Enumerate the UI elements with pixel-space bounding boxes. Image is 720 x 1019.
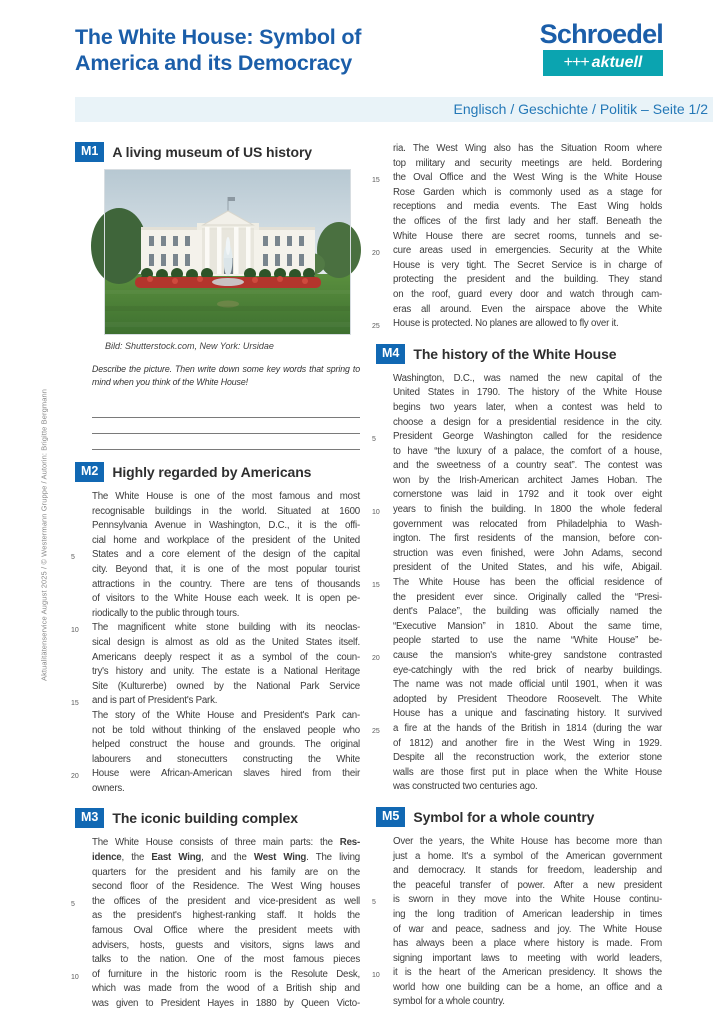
brand-tagline xyxy=(543,50,663,76)
section-heading xyxy=(382,807,662,827)
text-line: and is part of President's Park. 15 xyxy=(92,694,360,709)
text-line: the president ever since. Originally called the “Presi- xyxy=(393,591,662,603)
text-line: was given to President Hayes in 1880 by Queen Victo- xyxy=(92,998,360,1009)
line-number: 15 xyxy=(372,582,380,590)
text-line: famous Oval Office where the president meets with xyxy=(92,925,360,937)
text-line: protecting the president and the building. They stand xyxy=(393,274,662,286)
text-line: ing the long tradition of American leadership in times xyxy=(393,908,662,920)
text-line: eye-catchingly with the red brick of nearby buildings. xyxy=(393,664,662,676)
text-line: labourers and stonecutters constructing the White xyxy=(92,753,360,765)
column-left xyxy=(71,142,360,1012)
text-line: cornerstone was laid in 1792 and it took over eight xyxy=(393,489,662,501)
text-line: world how one building can be a home, an office and a xyxy=(393,981,662,993)
text-line: begins two years later, when a contest was held to xyxy=(393,401,662,413)
section-heading xyxy=(382,344,662,364)
text-line: The magnificent white stone building with its neoclas- 10 xyxy=(92,621,360,636)
text-line: White House there are secret rooms, tunnels and se- xyxy=(393,230,662,242)
text-line: and democracy. It stands for freedom, leadership and xyxy=(393,865,662,877)
line-number: 5 xyxy=(372,899,376,907)
text-line: idence, the East Wing, and the West Wing. The living xyxy=(92,852,360,864)
text-line: choose a design for a presidential residence in the city. xyxy=(393,416,662,428)
credit-vertical-text: Aktualitätenservice August 2025 / © Westermann Gruppe / Autorin: Brigitte Bergmann xyxy=(39,388,49,682)
text-line: The White House consists of three main parts: the Res- xyxy=(92,837,360,849)
text-line: city. Beyond that, it is one of the most popular tourist xyxy=(92,563,360,575)
line-number: 15 xyxy=(71,700,79,708)
section-title: Symbol for a whole country xyxy=(413,808,595,825)
section-body-text xyxy=(71,836,360,1011)
text-line: the Oval Office and the West Wing is the White House 15 xyxy=(393,171,662,186)
text-line: States and a core element of the design of the capital 5 xyxy=(92,548,360,563)
brand-name: Schroedel xyxy=(539,19,663,49)
white-house-illustration xyxy=(105,170,350,334)
text-line: has always been a place where history is made. From xyxy=(393,938,662,950)
brand-logo xyxy=(540,20,663,76)
line-number: 10 xyxy=(372,509,380,517)
section-heading xyxy=(81,142,360,162)
text-line: signing important laws to meeting with world leaders, xyxy=(393,952,662,964)
brand-tag-word: aktuell xyxy=(591,54,643,71)
line-number: 20 xyxy=(372,655,380,662)
text-line: Site (Kulturerbe) owned by the National Park Service xyxy=(92,680,360,692)
section-heading xyxy=(81,808,360,828)
section-body-text xyxy=(372,835,662,1010)
text-line: recognisable buildings in the world. Situated at 1600 xyxy=(92,505,360,517)
text-line: House has a unique and fascinating history. It survived xyxy=(393,708,662,720)
text-line: eras all around. Even the airspace above the White xyxy=(393,303,662,315)
text-line: of war and peace, sadness and joy. The White House xyxy=(393,923,662,935)
text-line: and the sweetness of a country seat”. The contest was xyxy=(393,460,662,472)
line-number: 10 xyxy=(71,627,79,635)
text-line: the offices of the first lady and her staff. Beneath the xyxy=(393,215,662,227)
line-number: 10 xyxy=(372,972,380,980)
text-line: helped construct the house and grounds. The original xyxy=(92,739,360,751)
line-number: 10 xyxy=(71,973,79,981)
text-line: Washington, D.C., was named the new capital of the xyxy=(393,372,662,384)
section-title: A living museum of US history xyxy=(112,144,312,160)
text-line: The name was not made official until 1901, when it was xyxy=(393,679,662,691)
subject-bar-text: Englisch / Geschichte / Politik – Seite 1/2 xyxy=(453,101,708,117)
text-line: President George Washington called for the residence 5 xyxy=(393,430,662,445)
text-line: of 1812) and another fire in the West Wing in 1929. xyxy=(393,737,662,749)
brand-tag-plus: +++ xyxy=(563,54,589,71)
text-line: the offices of the president and vice-president as well 5 xyxy=(92,895,360,910)
text-line: as the president's highest-ranking staff. It holds the xyxy=(92,910,360,922)
section-body-text xyxy=(372,142,662,332)
answer-line xyxy=(92,434,360,450)
text-line: was constructed two centuries ago. xyxy=(393,781,538,793)
subject-bar xyxy=(75,97,713,122)
text-line: ington. The first residents of the mansion, before con- xyxy=(393,533,662,545)
page-title-line2: America and its Democracy xyxy=(75,51,353,75)
line-number: 20 xyxy=(372,250,380,258)
text-line: receptions and media events. The East Wing holds xyxy=(393,201,662,213)
text-line: cause the mansion's white-grey sandstone contrasted 20 xyxy=(393,649,662,664)
answer-line xyxy=(92,418,360,434)
white-house-photo xyxy=(105,170,350,334)
text-line: years to finish the building. In 1800 the whole federal 10 xyxy=(393,503,662,518)
line-number: 5 xyxy=(71,900,75,908)
text-line: cure areas used in emergencies. Security at the White 20 xyxy=(393,244,662,259)
section-title: Highly regarded by Americans xyxy=(112,464,312,480)
text-line: quarters for the president and his family are on the xyxy=(92,866,360,878)
page-title xyxy=(75,24,361,76)
line-number: 25 xyxy=(372,323,380,331)
section-badge: M1 xyxy=(75,142,104,162)
text-line: “Executive Mansion” in 1810. About the same time, xyxy=(393,620,662,632)
text-line: a fire at the hands of the British in 1814 (during the war 25 xyxy=(393,722,662,737)
text-line: walls are those first put in place when the White House xyxy=(393,766,662,778)
text-line: it is the heart of the American presidency. It shows the 10 xyxy=(393,966,662,981)
text-line: won by the Irish-American architect James Hoban. The xyxy=(393,474,662,486)
text-line: top military and security meetings are held. Bordering xyxy=(393,157,662,169)
line-number: 25 xyxy=(372,727,380,735)
line-number: 5 xyxy=(372,436,376,444)
text-line: House is protected. No planes are allowed to fly over it. 25 xyxy=(393,317,662,332)
text-line: of visitors to the White House each week. It is open pe- xyxy=(92,593,360,605)
text-line: Over the years, the White House has become more than xyxy=(393,835,662,847)
text-line: The White House has been the official residence of 15 xyxy=(393,576,662,591)
text-line: Rose Garden which is commonly used as a stage for xyxy=(393,186,662,198)
column-right xyxy=(372,142,662,1010)
text-line: sical design is almost as old as the United States itself. xyxy=(92,636,360,648)
section-badge: M4 xyxy=(376,344,405,364)
section-title: The iconic building complex xyxy=(112,810,298,827)
task-instruction: Describe the picture. Then write down some key words that spring to mind when you think of the White House! xyxy=(92,364,360,387)
text-line: House is very tight. The Secret Service is in charge of xyxy=(393,259,662,271)
text-line: talks to the nation. One of the most famous pieces xyxy=(92,954,360,966)
section-title: The history of the White House xyxy=(413,345,617,362)
text-line: president of the United States, and his wife, Abigail. xyxy=(393,562,662,574)
text-line: United States in 1790. The history of the White House xyxy=(393,387,662,399)
text-line: the peaceful transfer of power. After a new president xyxy=(393,879,662,891)
text-line: to have “the luxury of a palace, the comfort of a house, xyxy=(393,445,662,457)
text-line: adopted by President Theodore Roosevelt. The White xyxy=(393,693,662,705)
line-number: 15 xyxy=(372,177,380,185)
text-line: advisers, hosts, guests and visitors, signs laws and xyxy=(92,939,360,951)
text-line: attractions in the country. There are tens of thousands xyxy=(92,578,360,590)
text-line: is sworn in they move into the White House continu- 5 xyxy=(393,893,662,908)
text-line: which was made from the wood of a British ship and xyxy=(92,983,360,995)
section-heading xyxy=(81,462,360,482)
text-line: cial home and workplace of the president of the United xyxy=(92,534,360,546)
answer-lines xyxy=(92,402,360,450)
text-line: ria. The West Wing also has the Situation Room where xyxy=(393,143,662,154)
section-badge: M2 xyxy=(75,462,104,482)
line-number: 20 xyxy=(71,773,79,781)
text-line: dent's Palace”, the building was officially named the xyxy=(393,606,662,618)
page-title-line1: The White House: Symbol of xyxy=(75,25,362,49)
photo-caption: Bild: Shutterstock.com, New York: Ursidae xyxy=(105,341,274,351)
section-badge: M5 xyxy=(376,807,405,827)
text-line: struction was even finished, were John Adams, second xyxy=(393,547,662,559)
section-body-text xyxy=(71,490,360,796)
text-line: second floor of the Residence. The West Wing houses xyxy=(92,881,360,893)
text-line: The White House is one of the most famous and most xyxy=(92,491,360,502)
text-line: Despite all the reconstruction work, the exterior stone xyxy=(393,752,662,764)
answer-line xyxy=(92,402,360,418)
text-line: people started to use the name “White House” be- xyxy=(393,635,662,647)
text-line: House were African-American slaves hired from their 20 xyxy=(92,767,360,782)
text-line: just a home. It's a symbol of the American government xyxy=(393,850,662,862)
text-line: try's history and unity. The estate is a National Heritage xyxy=(92,666,360,678)
text-line: of furniture in the historic room is the Resolute Desk, 10 xyxy=(92,968,360,983)
text-line: riodically to the public through tours. xyxy=(92,607,240,619)
section-badge: M3 xyxy=(75,808,104,828)
text-line: owners. xyxy=(92,782,125,794)
text-line: government was relocated from Philadelphia to Wash- xyxy=(393,518,662,530)
section-body-text xyxy=(372,372,662,795)
text-line: on the roof, guard every door and watch through cam- xyxy=(393,288,662,300)
text-line: symbol for a whole country. xyxy=(393,996,505,1008)
line-number: 5 xyxy=(71,554,75,562)
text-line: The story of the White House and President's Park can- xyxy=(92,709,360,721)
text-line: Pennsylvania Avenue in Washington, D.C., it is the offi- xyxy=(92,520,360,532)
text-line: Americans deeply respect it as a symbol of the coun- xyxy=(92,651,360,663)
text-line: not be told without thinking of the enslaved people who xyxy=(92,724,360,736)
